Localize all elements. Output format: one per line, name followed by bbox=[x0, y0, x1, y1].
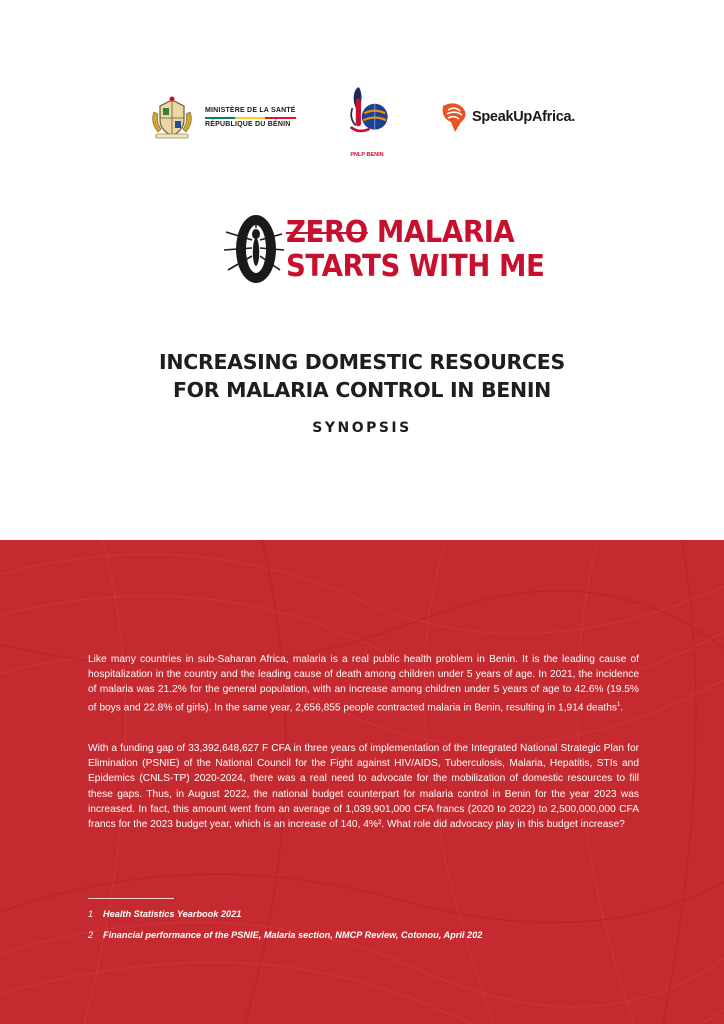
footnote-text: Financial performance of the PSNIE, Malaria section, NMCP Review, Cotonou, April 202 bbox=[103, 930, 483, 940]
speakup-africa-name: SpeakUpAfrica. bbox=[472, 109, 575, 125]
title-line-2: FOR MALARIA CONTROL IN BENIN bbox=[172, 378, 552, 402]
pnlp-logo bbox=[336, 84, 398, 156]
speakup-africa-logo bbox=[437, 100, 575, 134]
footnote-number: 2 bbox=[88, 930, 94, 940]
pnlp-emblem-icon bbox=[336, 84, 398, 146]
document-subtitle: SYNOPSIS bbox=[312, 420, 412, 436]
benin-coat-of-arms-icon bbox=[148, 96, 196, 140]
document-title bbox=[0, 348, 724, 404]
footnote-number: 1 bbox=[88, 909, 94, 919]
ministry-name: MINISTÈRE DE LA SANTÉ bbox=[205, 107, 296, 114]
partner-logos bbox=[0, 84, 724, 164]
footnote-2 bbox=[88, 930, 482, 940]
campaign-zero-word: ZERO bbox=[286, 215, 368, 250]
speakup-africa-emblem-icon bbox=[437, 100, 469, 134]
flag-stripe bbox=[205, 117, 296, 119]
pnlp-label: PNLP BENIN bbox=[350, 152, 384, 158]
campaign-line-1 bbox=[286, 216, 514, 250]
footnote-ref-1: 1 bbox=[616, 701, 621, 708]
footnote-1 bbox=[88, 909, 241, 919]
intro-text: Like many countries in sub-Saharan Africa, malaria is a real public health problem in Benin. It is the leading cause of hospitalization in the country and the leading cause of death among children under 5 years of age. In 2021, the incidence of malaria was 21.2% for the general population, with an increase among children under 5 years of age to 42.6% (19.5% of boys and 22.8% of girls). In the same year, 2,656,855 people contracted malaria in Benin, resulting in 1,914 deaths bbox=[88, 654, 639, 713]
campaign-malaria-word: MALARIA bbox=[367, 215, 515, 250]
mosquito-zero-icon bbox=[222, 210, 284, 288]
title-line-1: INCREASING DOMESTIC RESOURCES bbox=[159, 350, 565, 374]
intro-paragraph bbox=[88, 652, 639, 715]
funding-paragraph: With a funding gap of 33,392,648,627 F CFA in three years of implementation of the Integrated National Strategic Plan for Elimination (PSNIE) of the National Council for the Fight against HIV/AIDS, Tuberculosis, Malaria, Hepatitis, STIs and Epidemics (CNLS-TP) 2020-2024, there was a real need to advocate for the mobilization of domestic resources to fill these gaps. Thus, in August 2022, the national budget counterpart for malaria control in Benin for the year 2023 was increased. In fact, this amount went from an average of 1,039,901,000 CFA francs (2020 to 2022) to 2,500,000,000 CFA francs for the 2023 budget year, which is an increase of 140, 4%². What role did advocacy play in this budget increase? bbox=[88, 743, 639, 831]
intro-period: . bbox=[620, 702, 624, 713]
campaign-line-2: STARTS WITH ME bbox=[286, 249, 545, 284]
footnote-text: Health Statistics Yearbook 2021 bbox=[103, 909, 242, 919]
ministry-of-health-logo bbox=[148, 96, 296, 140]
footnote-divider bbox=[88, 898, 174, 899]
country-name: RÉPUBLIQUE DU BÉNIN bbox=[205, 121, 291, 128]
zero-malaria-logo bbox=[222, 210, 545, 290]
